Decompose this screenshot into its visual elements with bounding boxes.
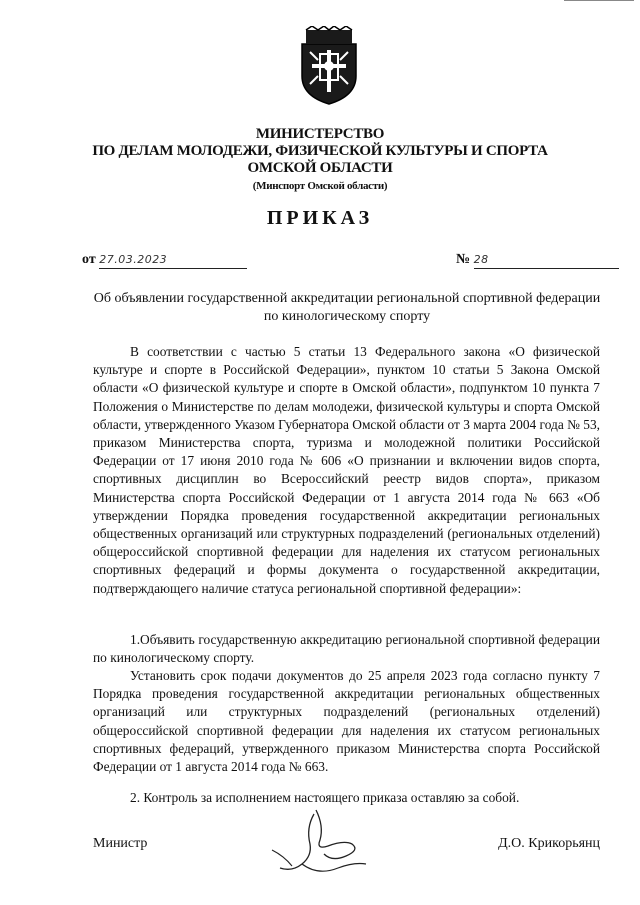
order-heading: Об объявлении государственной аккредитации региональной спортивной федерации по кинологическому спорту: [93, 291, 601, 324]
order-number-value: 28: [473, 253, 489, 266]
order-date: [82, 252, 247, 269]
deadline-text: Установить срок подачи документов до 25 апреля 2023 года согласно пункту 7 Порядка проведения государственной аккредитации региональных общественных организаций или структурных подразделений (региональных отделений) общероссийской спортивной федерации для наделения их статусом региональных спортивных федераций, утвержденного приказом Министерства спорта Российской Федерации от 1 августа 2014 года № 663.: [93, 668, 600, 775]
handwritten-signature: [262, 806, 372, 886]
ministry-name-line3: ОМСКОЙ ОБЛАСТИ: [247, 160, 393, 176]
ministry-name-line1: МИНИСТЕРСТВО: [255, 126, 385, 142]
item-2-text: 2. Контроль за исполнением настоящего приказа оставляю за собой.: [130, 790, 520, 805]
item-1-text: 1.Объявить государственную аккредитацию региональной спортивной федерации по кинологическому спорту.: [93, 632, 600, 666]
coat-of-arms-icon: [298, 26, 360, 106]
item-1-paragraph: [93, 631, 600, 667]
order-date-line: [99, 252, 247, 269]
ministry-name-line2: ПО ДЕЛАМ МОЛОДЕЖИ, ФИЗИЧЕСКОЙ КУЛЬТУРЫ И СПОРТА: [92, 143, 548, 159]
ministry-short-name-text: (Минспорт Омской области): [252, 180, 388, 192]
signer-name: Д.О. Крикорьянц: [498, 836, 600, 851]
document-title: ПРИКАЗ: [266, 207, 374, 229]
order-date-value: 27.03.2023: [99, 253, 168, 266]
signer-role: Министр: [93, 836, 148, 851]
order-date-prefix: от: [82, 252, 96, 267]
ministry-short-name: [0, 177, 640, 195]
deadline-paragraph: [93, 667, 600, 776]
order-number-line: [474, 252, 619, 269]
preamble-text: В соответствии с частью 5 статьи 13 Федерального закона «О физической культуре и спорте в Российской Федерации», пунктом 10 статьи 5 Закона Омской области «О физической культуре и спорте в Омской области», подпунктом 10 пункта 7 Положения о Министерстве по делам молодежи, физической культуры и спорта Омской области, утвержденного Указом Губернатора Омской области от 3 марта 2004 года № 53, приказом Министерства спорта, туризма и молодежной политики Российской Федерации от 17 июня 2010 года № 606 «О признании и включении видов спорта, спортивных дисциплин во Всероссийский реестр видов спорта», приказом Министерства спорта Российской Федерации от 1 августа 2014 года № 663 «Об утверждении Порядка проведения государственной аккредитации региональных общественных организаций или структурных подразделений (региональных отделений) общероссийской спортивной федерации для наделения их статусом региональных спортивных федераций и формы документа о государственной аккредитации, подтверждающего наличие статуса региональной спортивной федерации»:: [93, 344, 600, 596]
corner-mark: [564, 0, 634, 1]
preamble-paragraph: [93, 343, 600, 598]
item-2-paragraph: [93, 789, 600, 807]
order-number: [456, 252, 619, 269]
order-number-prefix: №: [456, 252, 471, 267]
